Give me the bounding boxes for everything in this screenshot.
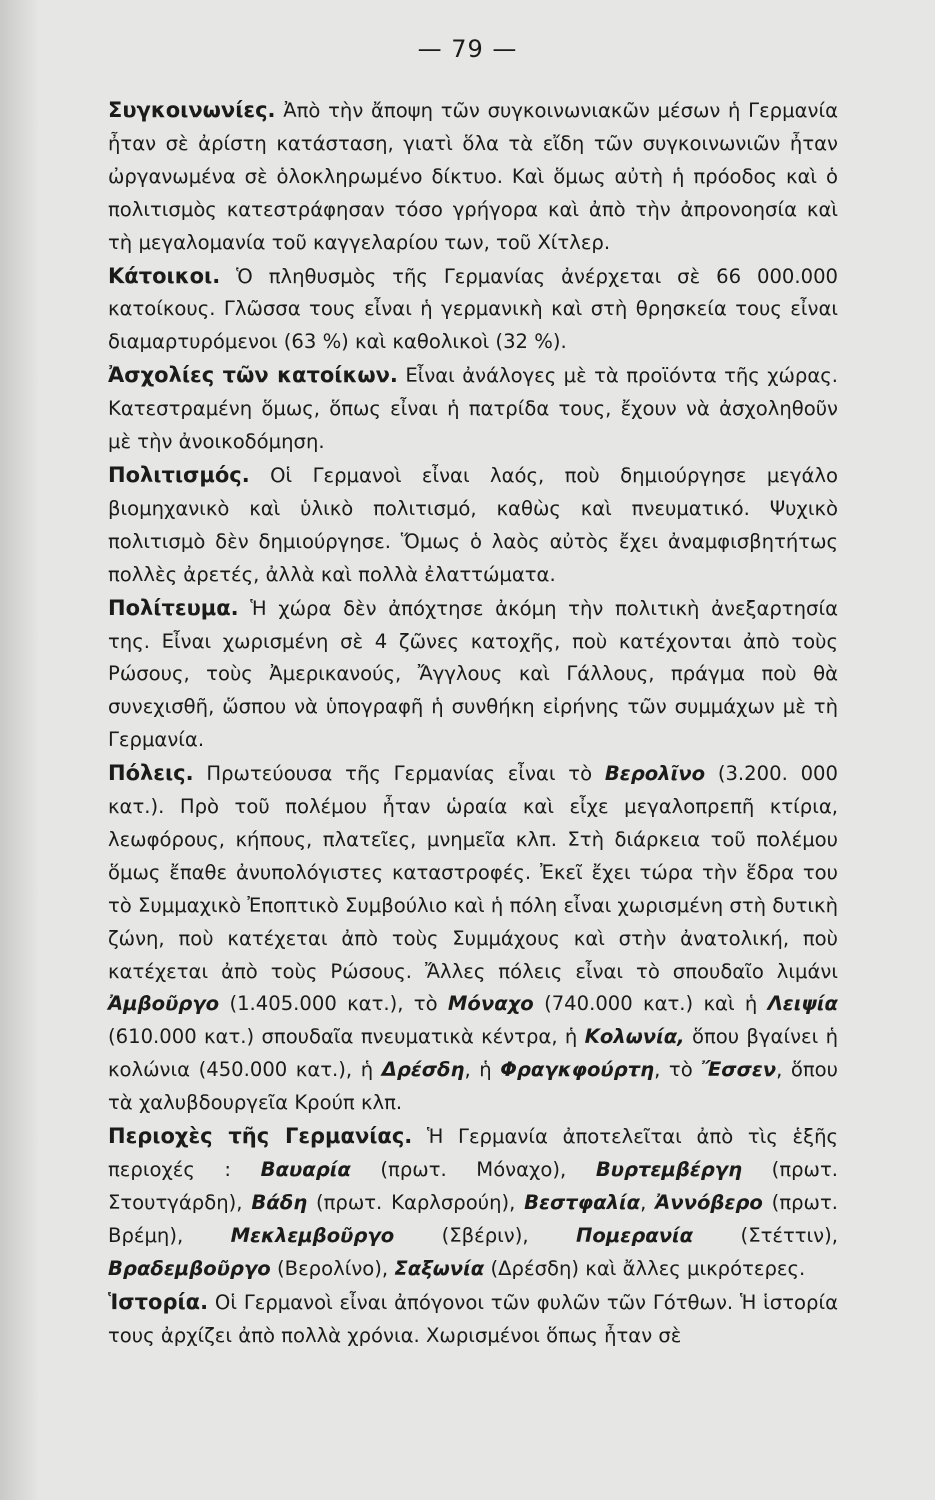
heading-occupations: Ἀσχολίες τῶν κατοίκων. bbox=[108, 363, 398, 388]
text-segment: (740.000 κατ.) καὶ ἡ bbox=[533, 992, 768, 1016]
place-essen: Ἔσσεν bbox=[701, 1058, 777, 1082]
page-fold-shadow bbox=[0, 0, 40, 1500]
text-history: Οἱ Γερμανοὶ εἶναι ἀπόγονοι τῶν φυλῶν τῶν Γότθων. Ἡ ἱστορία τους ἀρχίζει ἀπὸ πολλὰ χρόνια. Χωρισμένοι ὅπως ἦταν σὲ bbox=[108, 1290, 838, 1347]
text-segment: (πρωτ. Μόναχο), bbox=[350, 1158, 596, 1181]
heading-polity: Πολίτευμα. bbox=[108, 595, 239, 620]
heading-civilization: Πολιτισμός. bbox=[108, 462, 250, 487]
text-segment: (3.200. 000 κατ.). Πρὸ τοῦ πολέμου ἦταν ὡραία καὶ εἶχε μεγαλοπρεπῆ κτίρια, λεωφόρους, κήπους, πλατεῖες, μνημεῖα κλπ. Στὴ διάρκεια τοῦ πολέμου ὅμως ἔπαθε ἀνυπολόγιστες καταστροφές. Ἐκεῖ ἔχει τώρα τὴν ἕδρα του τὸ Συμμαχικὸ Ἐποπτικὸ Συμβούλιο καὶ ἡ πόλη εἶναι χωρισμένη στὴ δυτικὴ ζώνη, ποὺ κατέχεται ἀπὸ τοὺς Συμμάχους καὶ στὴν ἀνατολική, ποὺ κατέχεται ἀπὸ τοὺς Ρώσους. Ἄλλες πόλεις εἶναι τὸ σπουδαῖο λιμάνι bbox=[108, 762, 838, 983]
region-wurttemberg: Βυρτεμβέργη bbox=[595, 1158, 743, 1181]
heading-regions: Περιοχὲς τῆς Γερμανίας. bbox=[108, 1124, 413, 1149]
paragraph-civilization bbox=[108, 459, 838, 592]
paragraph-occupations bbox=[108, 359, 838, 459]
text-segment: (Βερολίνο), bbox=[270, 1256, 395, 1280]
text-communications: Ἀπὸ τὴν ἄποψη τῶν συγκοινωνιακῶν μέσων ἡ Γερμανία ἦταν σὲ ἀρίστη κατάσταση, γιατὶ ὅλα τὰ εἴδη τῶν συγκοινωνιῶν ἦταν ὠργανωμένα σὲ ὁλοκληρωμένο δίκτυο. Καὶ ὅμως αὐτὴ ἡ πρόοδος καὶ ὁ πολιτισμὸς κατεστράφησαν τόσο γρήγορα καὶ ἀπὸ τὴν ἀπρονοησία καὶ τὴ μεγαλομανία τοῦ καγγελαρίου των, τοῦ Χίτλερ. bbox=[108, 99, 838, 254]
text-segment: (Δρέσδη) καὶ ἄλλες μικρότερες. bbox=[484, 1256, 806, 1280]
text-segment: , bbox=[640, 1190, 656, 1214]
place-dresden: Δρέσδη bbox=[381, 1058, 465, 1082]
text-segment: (610.000 κατ.) σπουδαῖα πνευματικὰ κέντρα, ἡ bbox=[108, 1025, 585, 1049]
text-segment: (1.405.000 κατ.), τὸ bbox=[219, 992, 448, 1016]
text-segment: , ἡ bbox=[464, 1058, 501, 1082]
text-segment: (πρωτ. Βρέμη), bbox=[108, 1190, 838, 1247]
text-segment: (Στέττιν), bbox=[693, 1223, 838, 1247]
paragraph-cities bbox=[108, 757, 838, 1120]
text-segment: ὅπου βγαίνει ἡ κολώνια (450.000 κατ.), ἡ bbox=[108, 1025, 839, 1082]
paragraph-history bbox=[108, 1286, 838, 1353]
text-civilization: Οἱ Γερμανοὶ εἶναι λαός, ποὺ δημιούργησε μεγάλο βιομηχανικὸ καὶ ὑλικὸ πολιτισμό, καθὼς καὶ πνευματικό. Ψυχικὸ πολιτισμὸ δὲν δημιούργησε. Ὅμως ὁ λαὸς αὐτὸς ἔχει ἀναμφισβητήτως πολλὲς ἀρετές, ἀλλὰ καὶ πολλὰ ἐλαττώματα. bbox=[108, 463, 838, 586]
place-leipzig: Λειψία bbox=[767, 992, 838, 1016]
text-segment: (Σβέριν), bbox=[394, 1223, 577, 1247]
text-segment: , τὸ bbox=[654, 1058, 702, 1082]
region-brandenburg: Βραδεμβοῦργο bbox=[108, 1256, 271, 1280]
place-munich: Μόναχο bbox=[447, 992, 534, 1016]
heading-inhabitants: Κάτοικοι. bbox=[108, 263, 221, 288]
region-saxony: Σαξωνία bbox=[394, 1256, 485, 1280]
text-polity: Ἡ χώρα δὲν ἀπόχτησε ἀκόμη τὴν πολιτικὴ ἀνεξαρτησία της. Εἶναι χωρισμένη σὲ 4 ζῶνες κατοχῆς, ποὺ κατέχονται ἀπὸ τοὺς Ρώσους, τοὺς Ἀμερικανούς, Ἄγγλους καὶ Γάλλους, πράγμα ποὺ θὰ συνεχισθῆ, ὥσπου νὰ ὑπογραφῆ ἡ συνθήκη εἰρήνης τῶν συμμάχων μὲ τὴ Γερμανία. bbox=[108, 596, 838, 752]
heading-communications: Συγκοινωνίες. bbox=[108, 98, 276, 122]
paragraph-polity bbox=[108, 592, 838, 758]
text-segment: Πρωτεύουσα τῆς Γερμανίας εἶναι τὸ bbox=[193, 762, 605, 786]
region-mecklenburg: Μεκλεμβοῦργο bbox=[230, 1223, 395, 1247]
text-inhabitants: Ὁ πληθυσμὸς τῆς Γερμανίας ἀνέρχεται σὲ 66 000.000 κατοίκους. Γλῶσσα τους εἶναι ἡ γερμανικὴ καὶ στὴ θρησκεία τους εἶναι διαμαρτυρόμενοι (63 %) καὶ καθολικοὶ (32 %). bbox=[108, 264, 838, 354]
region-hanover: Ἀννόβερο bbox=[655, 1190, 763, 1214]
region-westphalia: Βεστφαλία bbox=[524, 1190, 641, 1214]
text-segment: Ἡ Γερμανία ἀποτελεῖται ἀπὸ τὶς ἑξῆς περιοχές : bbox=[108, 1125, 838, 1181]
text-segment: (πρωτ. Στουτγάρδη), bbox=[108, 1158, 838, 1214]
text-segment: , ὅπου τὰ χαλυβδουργεῖα Κρούπ κλπ. bbox=[108, 1058, 838, 1115]
region-pomerania: Πομερανία bbox=[576, 1223, 694, 1247]
place-cologne: Κολωνία, bbox=[584, 1025, 685, 1049]
paragraph-regions bbox=[108, 1120, 838, 1286]
place-frankfurt: Φραγκφούρτη bbox=[500, 1058, 655, 1082]
heading-history: Ἱστορία. bbox=[108, 1289, 209, 1314]
text-occupations: Εἶναι ἀνάλογες μὲ τὰ προϊόντα τῆς χώρας. Κατεστραμένη ὅμως, ὅπως εἶναι ἡ πατρίδα τους, ἔχουν νὰ ἀσχοληθοῦν μὲ τὴν ἀνοικοδόμηση. bbox=[108, 364, 838, 454]
heading-cities: Πόλεις. bbox=[108, 761, 194, 786]
paragraph-inhabitants bbox=[108, 260, 838, 360]
text-segment: (πρωτ. Καρλσρούη), bbox=[307, 1190, 525, 1214]
place-berlin: Βερολῖνο bbox=[604, 762, 706, 786]
region-baden: Βάδη bbox=[251, 1190, 308, 1214]
paragraph-communications bbox=[108, 94, 838, 260]
place-hamburg: Ἀμβοῦργο bbox=[108, 992, 220, 1016]
page-body bbox=[108, 94, 838, 1352]
page-number: — 79 — bbox=[417, 35, 518, 63]
region-bavaria: Βαυαρία bbox=[260, 1158, 351, 1181]
